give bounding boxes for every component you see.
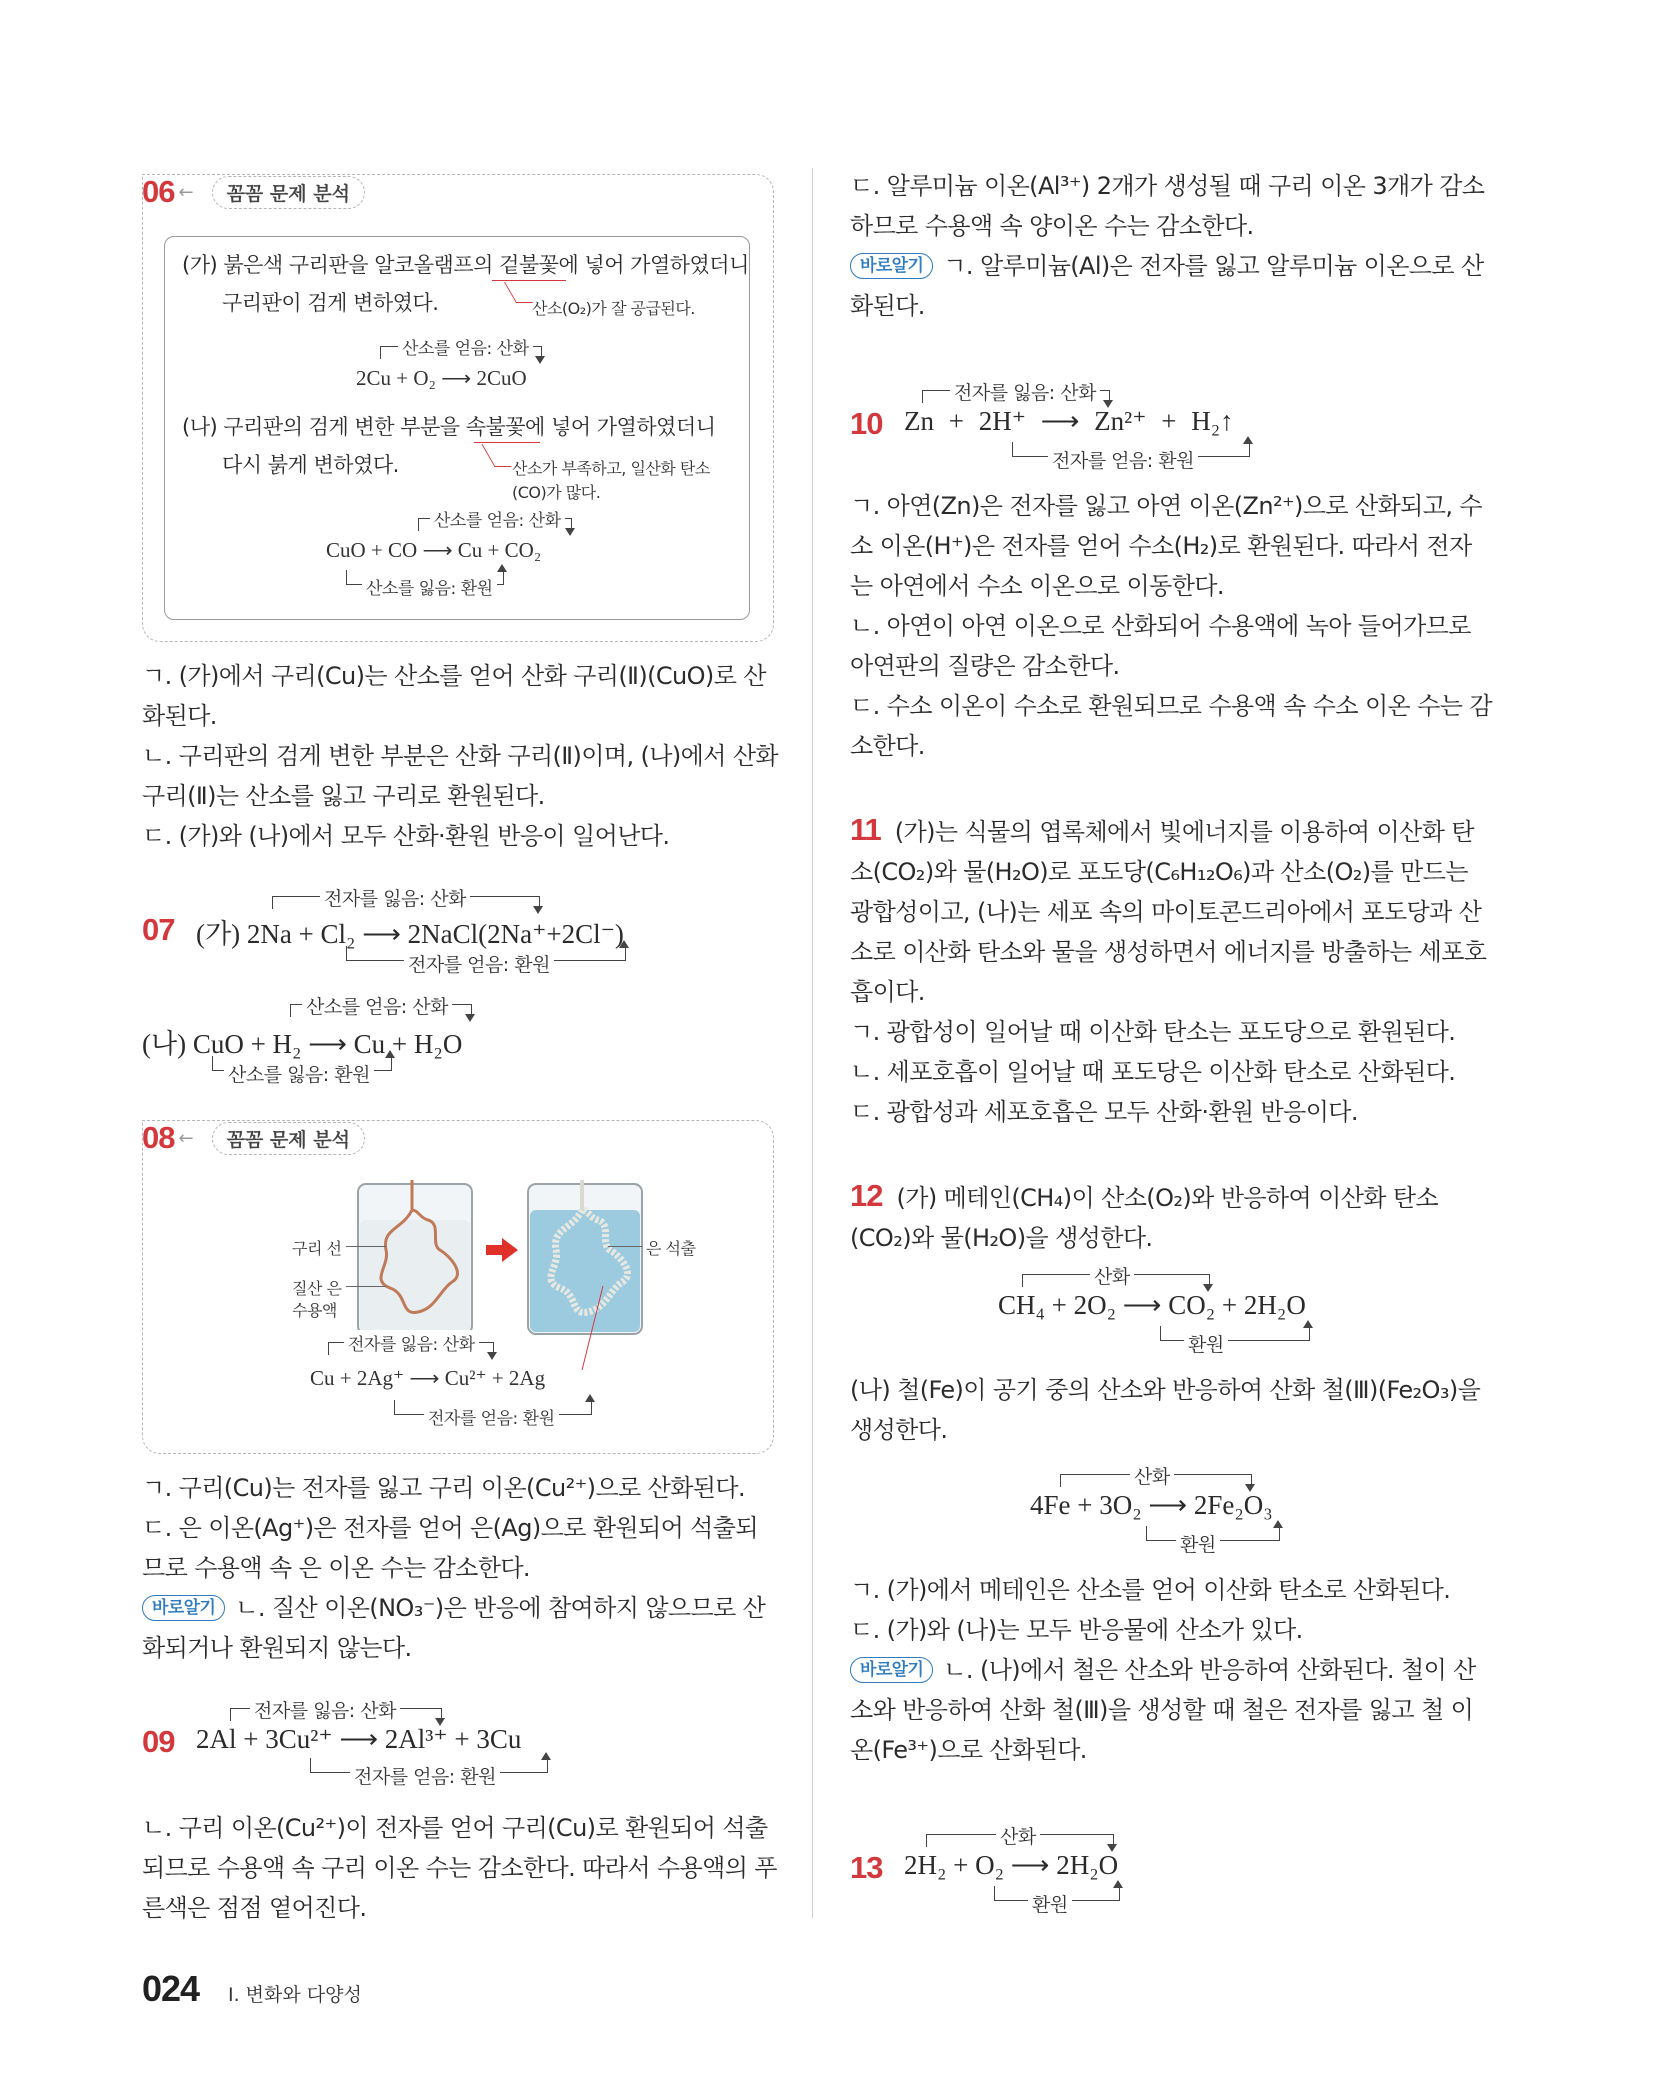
q08-dash: ← — [178, 1127, 194, 1149]
q12-line1-text: (가) 메테인(CH₄)이 산소(O₂)와 반응하여 이산화 탄소 — [896, 1184, 1439, 1212]
q07-na-top-label: 산소를 얻음: 산화 — [302, 992, 452, 1019]
q06-eq2-top-label: 산소를 얻음: 산화 — [430, 506, 565, 531]
q09-number: 09 — [142, 1724, 175, 1759]
q08-label-sol1: 질산 은 — [292, 1279, 342, 1298]
q09-explain-3b: 화된다. — [850, 292, 925, 320]
q06-number: 06 — [142, 174, 175, 209]
q12-eq2: 4Fe + 3O₂ ⟶ 2Fe₂O₃ — [1030, 1490, 1273, 1520]
q12-explain-2: ㄷ. (가)와 (나)는 모두 반응물에 산소가 있다. — [850, 1616, 1303, 1644]
q13-bottom-label: 환원 — [1028, 1890, 1072, 1917]
q09-explain-2a: ㄷ. 알루미늄 이온(Al³⁺) 2개가 생성될 때 구리 이온 3개가 감소 — [850, 172, 1485, 200]
q12-number: 12 — [850, 1178, 883, 1213]
q06-explain-2a: ㄴ. 구리판의 검게 변한 부분은 산화 구리(Ⅱ)이며, (나)에서 산화 — [142, 742, 778, 770]
q13-eq: 2H₂ + O₂ ⟶ 2H₂O — [904, 1850, 1119, 1880]
q08-eq: Cu + 2Ag⁺ ⟶ Cu²⁺ + 2Ag — [310, 1366, 546, 1390]
q08-eq-top-label: 전자를 잃음: 산화 — [344, 1330, 479, 1355]
q07-ga-eq: (가) 2Na + Cl₂ ⟶ 2NaCl(2Na⁺+2Cl⁻) — [196, 919, 624, 949]
q06-eq2-top-arrowhead — [565, 528, 575, 536]
q06-explain-3: ㄷ. (가)와 (나)에서 모두 산화·환원 반응이 일어난다. — [142, 822, 670, 850]
q06-explain-1b: 화된다. — [142, 702, 217, 730]
q08-label-wire: 구리 선 — [292, 1239, 342, 1258]
beaker-left — [358, 1180, 472, 1334]
q06-explain-1a: ㄱ. (가)에서 구리(Cu)는 산소를 얻어 산화 구리(Ⅱ)(CuO)로 산 — [142, 662, 766, 690]
q12-eq1-bottom-arrowhead — [1303, 1320, 1313, 1328]
q06-eq1-arrowhead — [535, 356, 545, 364]
q12-eq1-bottom-label: 환원 — [1184, 1330, 1228, 1357]
q07-ga-bottom-arrowhead — [619, 940, 629, 948]
q06-na-underline — [474, 442, 540, 443]
q06-ga-underline — [492, 280, 566, 281]
q11-line3: 광합성이고, (나)는 세포 속의 마이토콘드리아에서 포도당과 산 — [850, 898, 1482, 926]
q12-eq1: CH₄ + 2O₂ ⟶ CO₂ + 2H₂O — [998, 1290, 1306, 1320]
q12-explain-3c: 온(Fe³⁺)으로 산화된다. — [850, 1736, 1087, 1764]
q07-na-top-arrowhead — [465, 1014, 475, 1022]
q09-bottom-label: 전자를 얻음: 환원 — [350, 1762, 500, 1789]
q08-label-ag: 은 석출 — [646, 1239, 696, 1258]
q06-na-line2: 다시 붉게 변하였다. — [222, 453, 399, 477]
q06-na-line1: (나) 구리판의 검게 변한 부분을 속불꽃에 넣어 가열하였더니 — [182, 415, 716, 439]
q11-line5: 흡이다. — [850, 978, 925, 1006]
q11-line1-text: (가)는 식물의 엽록체에서 빛에너지를 이용하여 이산화 탄 — [894, 818, 1474, 846]
q12-explain-3a-text: ㄴ. (나)에서 철은 산소와 반응하여 산화된다. 철이 산 — [943, 1656, 1476, 1684]
q06-eq1: 2Cu + O₂ ⟶ 2CuO — [356, 366, 527, 390]
q07-na-eq: (나) CuO + H₂ ⟶ Cu + H₂O — [142, 1029, 463, 1059]
q08-label-ag-line — [608, 1246, 642, 1247]
q07-number: 07 — [142, 912, 175, 947]
q09-explain-1c: 른색은 점점 옅어진다. — [142, 1894, 367, 1922]
q10-number: 10 — [850, 406, 883, 441]
q06-dash: ← — [178, 181, 194, 203]
q12-eq1-bottom-bracket — [1160, 1326, 1310, 1341]
q11-number: 11 — [850, 812, 881, 847]
q10-top-label: 전자를 잃음: 산화 — [950, 378, 1100, 405]
q12-eq2-bottom-arrowhead — [1273, 1520, 1283, 1528]
q12-line4: 생성한다. — [850, 1416, 948, 1444]
q08-label-sol2: 수용액 — [292, 1301, 337, 1320]
q07-ga-bottom-label: 전자를 얻음: 환원 — [404, 950, 554, 977]
q08-beaker-illustration — [290, 1170, 670, 1340]
q12-eq1-top-label: 산화 — [1090, 1262, 1134, 1289]
q09-baroalgi-badge: 바로알기 — [850, 253, 933, 279]
q06-eq2-bottom-label: 산소를 잃음: 환원 — [362, 574, 497, 599]
q08-number: 08 — [142, 1120, 175, 1155]
q11-explain-3: ㄷ. 광합성과 세포호흡은 모두 산화·환원 반응이다. — [850, 1098, 1358, 1126]
q11-explain-1: ㄱ. 광합성이 일어날 때 이산화 탄소는 포도당으로 환원된다. — [850, 1018, 1456, 1046]
q06-na-note2: (CO)가 많다. — [512, 483, 601, 502]
q08-eq-bottom-label: 전자를 얻음: 환원 — [424, 1404, 559, 1429]
q13-bottom-arrowhead — [1113, 1880, 1123, 1888]
q06-eq2-bottom-arrowhead — [497, 564, 507, 572]
q13-top-label: 산화 — [996, 1822, 1040, 1849]
q08-baroalgi-badge: 바로알기 — [142, 1595, 225, 1621]
q06-eq1-top-label: 산소를 얻음: 산화 — [398, 334, 533, 359]
q09-bottom-arrowhead — [541, 1752, 551, 1760]
q08-explain-3b: 화되거나 환원되지 않는다. — [142, 1634, 412, 1662]
q12-eq2-bottom-label: 환원 — [1176, 1530, 1220, 1557]
q13-number: 13 — [850, 1850, 883, 1885]
q07-na-bottom-arrowhead — [385, 1050, 395, 1058]
q09-explain-1b: 되므로 수용액 속 구리 이온 수는 감소한다. 따라서 수용액의 푸 — [142, 1854, 777, 1882]
q12-line3: (나) 철(Fe)이 공기 중의 산소와 반응하여 산화 철(Ⅲ)(Fe₂O₃)을 — [850, 1376, 1481, 1404]
q09-top-label: 전자를 잃음: 산화 — [250, 1696, 400, 1723]
q07-na-bottom-label: 산소를 잃음: 환원 — [224, 1060, 374, 1087]
q08-explain-2b: 므로 수용액 속 은 이온 수는 감소한다. — [142, 1554, 530, 1582]
q12-eq2-top-label: 산화 — [1130, 1462, 1174, 1489]
q11-line2: 소(CO₂)와 물(H₂O)로 포도당(C₆H₁₂O₆)과 산소(O₂)를 만드는 — [850, 858, 1468, 886]
page-number: 024 — [142, 1968, 200, 2009]
q06-ga-line1: (가) 붉은색 구리판을 알코올램프의 겉불꽃에 넣어 가열하였더니 — [182, 253, 749, 277]
q12-line2: (CO₂)와 물(H₂O)을 생성한다. — [850, 1224, 1153, 1252]
q09-explain-3a-text: ㄱ. 알루미늄(Al)은 전자를 잃고 알루미늄 이온으로 산 — [943, 252, 1484, 280]
q10-explain-1b: 소 이온(H⁺)은 전자를 얻어 수소(H₂)로 환원된다. 따라서 전자 — [850, 532, 1472, 560]
q12-baroalgi-badge: 바로알기 — [850, 1657, 933, 1683]
q12-explain-3b: 소와 반응하여 산화 철(Ⅲ)을 생성할 때 철은 전자를 잃고 철 이 — [850, 1696, 1474, 1724]
q08-eq-top-arrowhead — [487, 1352, 497, 1360]
q10-explain-3a: ㄷ. 수소 이온이 수소로 환원되므로 수용액 속 수소 이온 수는 감 — [850, 692, 1492, 720]
q08-explain-3a — [142, 1588, 765, 1628]
q09-explain-2b: 하므로 수용액 속 양이온 수는 감소한다. — [850, 212, 1254, 240]
section-title: Ⅰ. 변화와 다양성 — [228, 1984, 362, 2006]
q10-explain-2a: ㄴ. 아연이 아연 이온으로 산화되어 수용액에 녹아 들어가므로 — [850, 612, 1471, 640]
q11-explain-2: ㄴ. 세포호흡이 일어날 때 포도당은 이산화 탄소로 산화된다. — [850, 1058, 1456, 1086]
q08-label-sol-line — [346, 1286, 386, 1287]
q06-ga-note: 산소(O₂)가 잘 공급된다. — [532, 299, 695, 318]
q10-explain-2b: 아연판의 질량은 감소한다. — [850, 652, 1120, 680]
q12-line1 — [850, 1176, 1438, 1218]
q08-explain-3a-text: ㄴ. 질산 이온(NO₃⁻)은 반응에 참여하지 않으므로 산 — [235, 1594, 766, 1622]
q06-analysis-tag: 꼼꼼 문제 분석 — [212, 176, 365, 209]
q12-explain-1: ㄱ. (가)에서 메테인은 산소를 얻어 이산화 탄소로 산화된다. — [850, 1576, 1451, 1604]
q06-ga-line2: 구리판이 검게 변하였다. — [222, 291, 439, 315]
q08-analysis-tag: 꼼꼼 문제 분석 — [212, 1122, 365, 1155]
q10-explain-1c: 는 아연에서 수소 이온으로 이동한다. — [850, 572, 1224, 600]
q06-eq2: CuO + CO ⟶ Cu + CO₂ — [326, 538, 542, 562]
q11-line4: 소로 이산화 탄소와 물을 생성하면서 에너지를 방출하는 세포호 — [850, 938, 1487, 966]
q10-explain-1a: ㄱ. 아연(Zn)은 전자를 잃고 아연 이온(Zn²⁺)으로 산화되고, 수 — [850, 492, 1482, 520]
q07-ga-top-label: 전자를 잃음: 산화 — [320, 884, 470, 911]
q11-line1 — [850, 810, 1474, 852]
q06-na-note1: 산소가 부족하고, 일산화 탄소 — [512, 459, 710, 478]
q12-explain-3a — [850, 1650, 1476, 1690]
q10-explain-3b: 소한다. — [850, 732, 925, 760]
q09-explain-3a — [850, 246, 1484, 286]
q09-eq: 2Al + 3Cu²⁺ ⟶ 2Al³⁺ + 3Cu — [196, 1724, 522, 1754]
q08-eq-bottom-arrowhead — [585, 1394, 595, 1402]
q08-label-wire-line — [346, 1246, 386, 1247]
q08-explain-2a: ㄷ. 은 이온(Ag⁺)은 전자를 얻어 은(Ag)으로 환원되어 석출되 — [142, 1514, 758, 1542]
column-divider — [812, 168, 813, 1918]
q10-eq: Zn + 2H⁺ ⟶ Zn²⁺ + H₂↑ — [904, 406, 1234, 436]
q10-bottom-label: 전자를 얻음: 환원 — [1048, 446, 1198, 473]
arrow-right-icon — [486, 1238, 518, 1262]
q10-bottom-arrowhead — [1243, 436, 1253, 444]
q08-explain-1: ㄱ. 구리(Cu)는 전자를 잃고 구리 이온(Cu²⁺)으로 산화된다. — [142, 1474, 746, 1502]
q06-explain-2b: 구리(Ⅱ)는 산소를 잃고 구리로 환원된다. — [142, 782, 545, 810]
q09-explain-1a: ㄴ. 구리 이온(Cu²⁺)이 전자를 얻어 구리(Cu)로 환원되어 석출 — [142, 1814, 768, 1842]
